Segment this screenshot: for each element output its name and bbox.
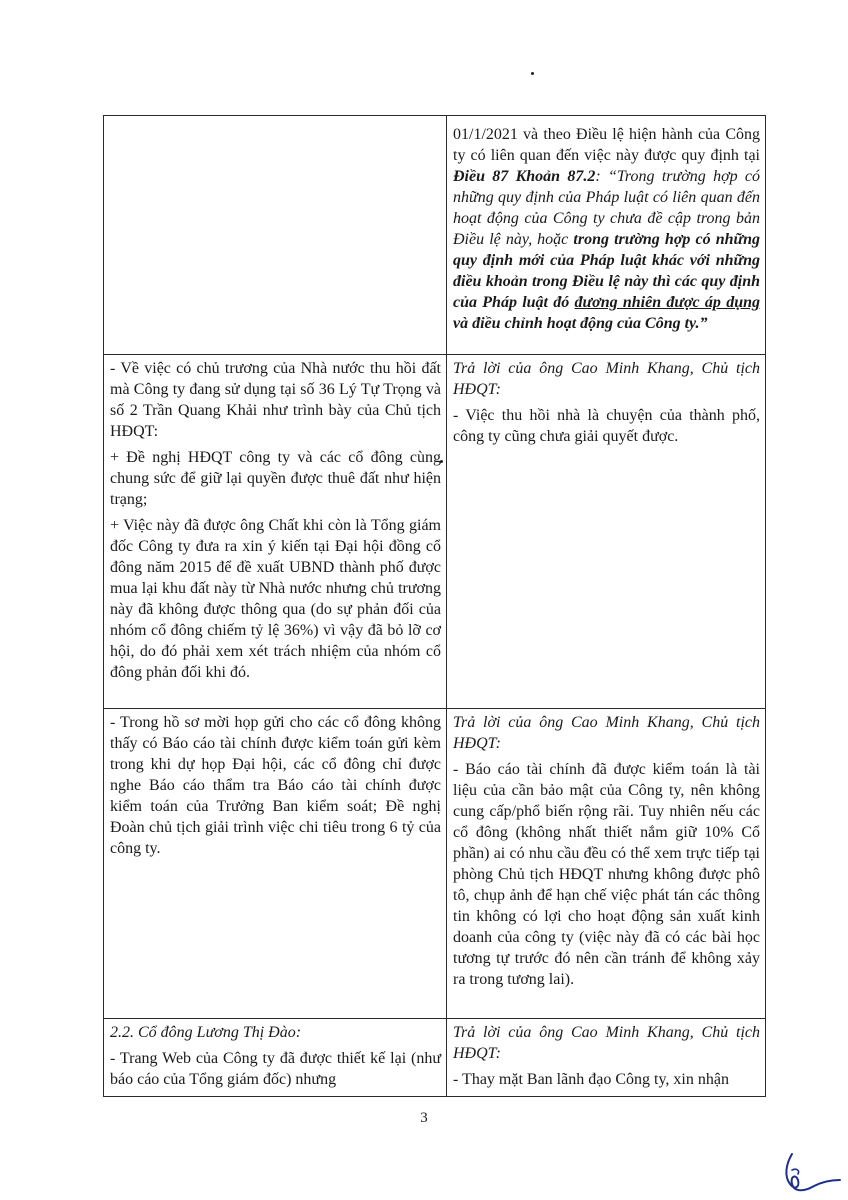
page-number: 3 [420,1110,428,1126]
text-run: 2.2. Cổ đông Lương Thị Đào: [110,1024,302,1041]
table-row [104,709,766,1019]
cell-paragraph [110,515,441,683]
answer-cell [447,1019,766,1097]
text-run: Trả lời của ông Cao Minh Khang, Chủ tịch HĐQT: [453,360,760,398]
page-mark-dot [531,72,534,75]
text-run: : “Trong trường hợp có những quy định của Pháp luật có liên quan đến hoạt động của Công ty chưa đề cập trong bản Điều lệ này, hoặc [453,168,760,248]
cell-paragraph [453,405,760,447]
cell-paragraph [453,124,760,334]
shareholder-question-cell [104,1019,447,1097]
text-run: - Việc thu hồi nhà là chuyện của thành phố, công ty cũng chưa giải quyết được. [453,407,760,445]
text-run: trong trường hợp có những quy định mới của Pháp luật khác với những điều khoản trong Điều lệ này thì các quy định của Pháp luật đó [453,231,760,311]
cell-paragraph [453,1022,760,1064]
text-run: Điều 87 Khoản 87.2 [453,168,596,185]
cell-paragraph [110,1022,441,1043]
cell-paragraph [453,759,760,990]
text-run: - Về việc có chủ trương của Nhà nước thu hồi đất mà Công ty đang sử dụng tại số 36 Lý Tự Trọng và số 2 Trần Quang Khải như trình bày của Chủ tịch HĐQT: [110,360,441,440]
text-run: + Việc này đã được ông Chất khi còn là Tổng giám đốc Công ty đưa ra xin ý kiến tại Đại hội đồng cổ đông năm 2015 để đề xuất UBND thành phố được mua lại khu đất này từ Nhà nước nhưng chủ trương này đã không được thông qua (do sự phản đối của nhóm cổ đông chiếm tỷ lệ 36%) vì vậy đã bỏ lỡ cơ hội, do đó phải xem xét trách nhiệm của nhóm cổ đông phản đối khi đó. [110,517,441,681]
text-run: Trả lời của ông Cao Minh Khang, Chủ tịch HĐQT: [453,1024,760,1062]
shareholder-question-cell [104,116,447,355]
cell-paragraph [110,712,441,859]
answer-cell [447,116,766,355]
cell-paragraph [453,1069,760,1090]
text-run: 01/1/2021 và theo Điều lệ hiện hành của Công ty có liên quan đến việc này được quy định tại [453,126,760,164]
cell-paragraph [453,712,760,754]
cell-paragraph [110,447,441,510]
cell-paragraph [110,1048,441,1090]
text-run: + Đề nghị HĐQT công ty và các cổ đông cùng chung sức để giữ lại quyền được thuê đất như hiện trạng; [110,449,441,508]
text-run: - Trong hồ sơ mời họp gửi cho các cổ đông không thấy có Báo cáo tài chính được kiểm toán gửi kèm trong khi dự họp Đại hội, các cổ đông chỉ được nghe Báo cáo thẩm tra Báo cáo tài chính được kiểm toán của Trưởng Ban kiểm soát; Đề nghị Đoàn chủ tịch giải trình việc chi tiêu trong 6 tỷ của công ty. [110,714,441,857]
shareholder-question-cell [104,355,447,709]
shareholder-question-cell [104,709,447,1019]
table-row [104,355,766,709]
text-run: - Trang Web của Công ty đã được thiết kế lại (như báo cáo của Tổng giám đốc) nhưng [110,1050,441,1088]
minutes-table [103,115,766,1097]
cell-paragraph [453,358,760,400]
answer-cell [447,355,766,709]
text-run: - Báo cáo tài chính đã được kiểm toán là tài liệu của cần bảo mật của Công ty, nên không cung cấp/phổ biến rộng rãi. Tuy nhiên nếu các cổ đông (không nhất thiết nắm giữ 10% Cổ phần) ai có nhu cầu đều có thể xem trực tiếp tại phòng Chủ tịch HĐQT nhưng không được phô tô, chụp ảnh để hạn chế việc phát tán các thông tin không có lợi cho hoạt động sản xuất kinh doanh của công ty (việc này đã có các bài học tương tự trước đó nên cần tránh để không xảy ra trong tương lai). [453,761,760,988]
handwritten-signature-mark [778,1150,844,1196]
answer-cell [447,709,766,1019]
text-run: - Thay mặt Ban lãnh đạo Công ty, xin nhận [453,1071,729,1088]
cell-paragraph [110,358,441,442]
table-row [104,1019,766,1097]
text-run: Trả lời của ông Cao Minh Khang, Chủ tịch HĐQT: [453,714,760,752]
text-run: đương nhiên được áp dụng [574,294,760,311]
text-run: và điều chỉnh hoạt động của Công ty.” [453,315,708,332]
table-row [104,116,766,355]
